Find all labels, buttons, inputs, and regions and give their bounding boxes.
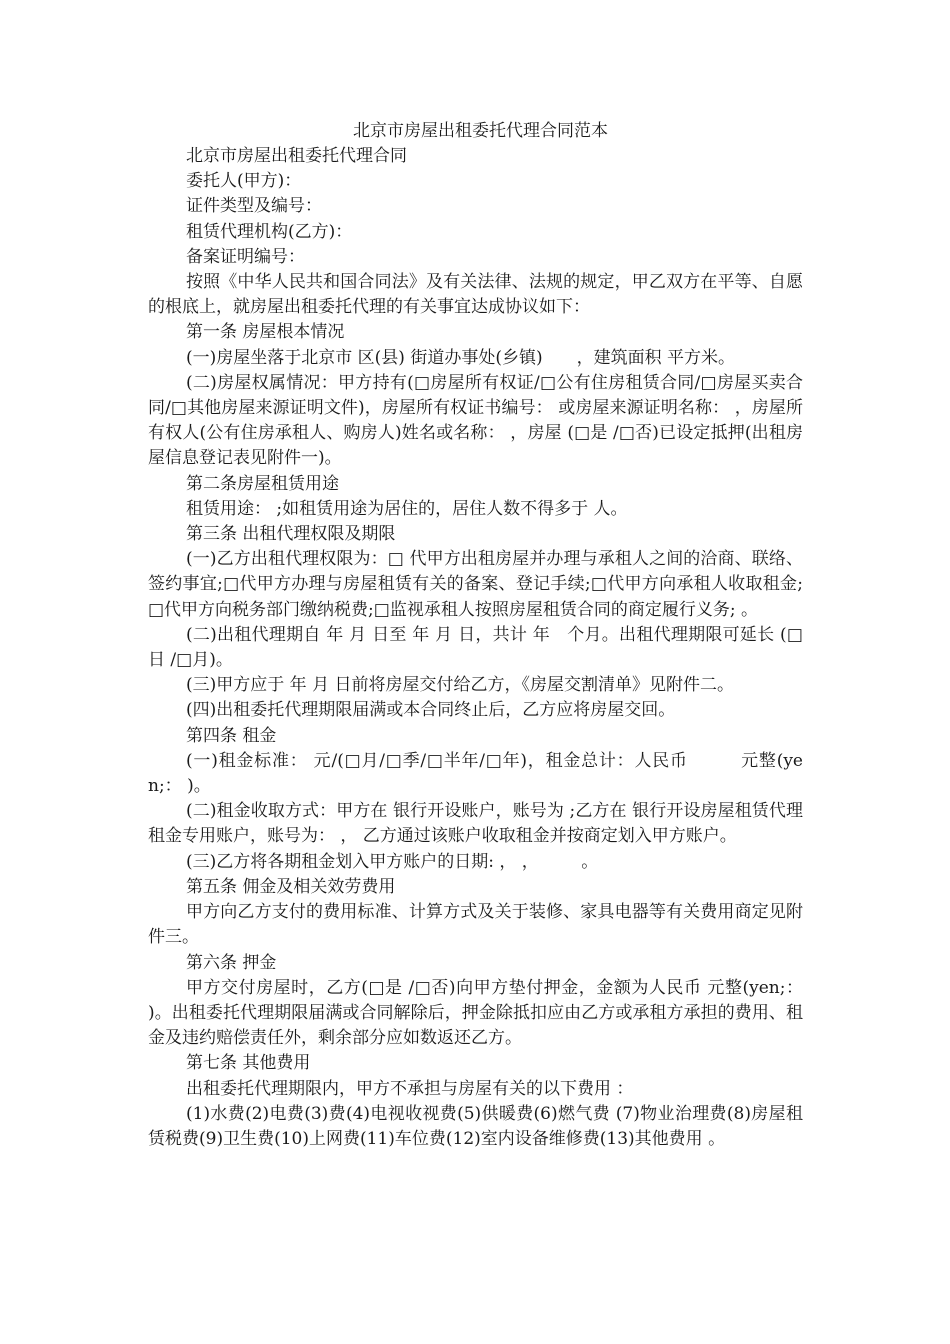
article-2-clause: 租赁用途： ;如租赁用途为居住的，居住人数不得多于 人。 [186, 498, 628, 519]
article-4-clause-2: (二)租金收取方式：甲方在 银行开设账户，账号为 ;乙方在 银行开设房屋租赁代理租金专用账户，账号为： ， 乙方通过该账户收取租金并按商定划入甲方账户。 [148, 801, 803, 847]
article-5-clause: 甲方向乙方支付的费用标准、计算方式及关于装修、家具电器等有关费用商定见附件三。 [148, 902, 803, 948]
article-4-clause-1: (一)租金标准： 元/(□月/□季/□半年/□年)，租金总计：人民币 元整(yen;： )。 [148, 750, 803, 797]
article-3-clause-3: (三)甲方应于 年 月 日前将房屋交付给乙方，《房屋交割清单》见附件二。 [186, 675, 734, 696]
contract-heading: 北京市房屋出租委托代理合同 [186, 146, 407, 166]
article-5-heading: 第五条 佣金及相关效劳费用 [186, 876, 396, 897]
article-3-heading: 第三条 出租代理权限及期限 [186, 524, 396, 545]
preamble: 按照《中华人民共和国合同法》及有关法律、法规的规定，甲乙双方在平等、自愿的根底上，就房屋出租委托代理的有关事宜达成协议如下： [148, 272, 803, 318]
principal-line: 委托人(甲方)： [186, 171, 302, 192]
article-2-heading: 第二条房屋租赁用途 [186, 473, 339, 494]
agent-line: 租赁代理机构(乙方)： [186, 221, 353, 242]
article-6-clause: 甲方交付房屋时，乙方(□是 /□否)向甲方垫付押金，金额为人民币 元整(yen;： )。出租委托代理期限届满或合同解除后，押金除抵扣应由乙方或承租方承担的费用、租金及违约赔偿责任外，剩余部分应如数返还乙方。 [148, 977, 803, 1049]
filing-number-line: 备案证明编号： [186, 246, 305, 267]
article-4-clause-3: (三)乙方将各期租金划入甲方账户的日期: ， ， 。 [186, 851, 599, 872]
article-1-heading: 第一条 房屋根本情况 [186, 322, 345, 343]
id-type-line: 证件类型及编号： [186, 196, 322, 217]
article-6-heading: 第六条 押金 [186, 952, 277, 973]
article-7-clause-2: (1)水费(2)电费(3)费(4)电视收视费(5)供暖费(6)燃气费 (7)物业治理费(8)房屋租赁税费(9)卫生费(10)上网费(11)车位费(12)室内设备维修费(13)其他费用 。 [148, 1103, 803, 1149]
article-1-clause-2: (二)房屋权属情况：甲方持有(□房屋所有权证/□公有住房租赁合同/□房屋买卖合同/□其他房屋来源证明文件)，房屋所有权证书编号： 或房屋来源证明名称： ，房屋所有权人(公有住房承租人、购房人)姓名或名称： ，房屋 (□是 /□否)已设定抵押(出租房屋信息登记表见附件一)。 [148, 372, 803, 469]
article-3-clause-4: (四)出租委托代理期限届满或本合同终止后，乙方应将房屋交回。 [186, 700, 676, 721]
document-title: 北京市房屋出租委托代理合同范本 [353, 121, 608, 141]
article-4-heading: 第四条 租金 [186, 725, 277, 746]
article-3-clause-2: (二)出租代理期自 年 月 日至 年 月 日，共计 年 个月。出租代理期限可延长 (□日 /□月)。 [148, 624, 803, 671]
article-7-clause-1: 出租委托代理期限内，甲方不承担与房屋有关的以下费用 ： [186, 1078, 634, 1099]
article-7-heading: 第七条 其他费用 [186, 1053, 311, 1074]
article-3-clause-1: (一)乙方出租代理权限为：□ 代甲方出租房屋并办理与承租人之间的洽商、联络、签约事宜;□代甲方办理与房屋租赁有关的备案、登记手续;□代甲方向承租人收取租金;□代甲方向税务部门缴纳税费;□监视承租人按照房屋租赁合同的商定履行义务; 。 [148, 549, 803, 620]
article-1-clause-1: (一)房屋坐落于北京市 区(县) 街道办事处(乡镇) ，建筑面积 平方米。 [186, 347, 736, 368]
document-page [148, 118, 803, 1152]
